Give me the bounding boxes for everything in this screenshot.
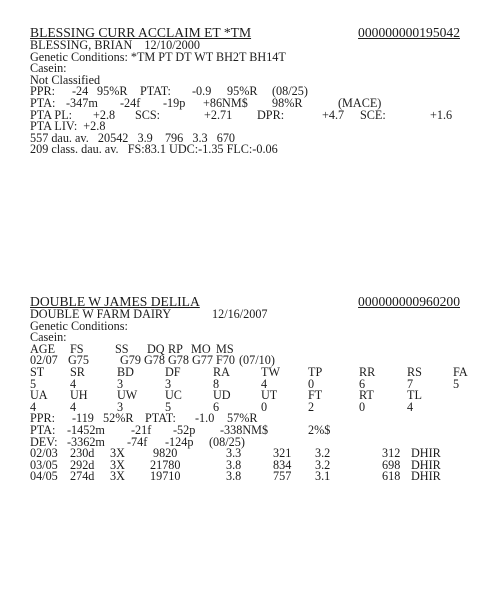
lactation-fat-pct: 3.8 bbox=[226, 457, 242, 472]
score-header-cell: DQ bbox=[147, 341, 165, 356]
trait-header-cell: ST bbox=[30, 364, 45, 379]
lactation-row bbox=[30, 471, 460, 483]
trait-header-cell: RS bbox=[407, 364, 422, 379]
score-cell: G79 bbox=[120, 353, 141, 368]
lactation-protein-pct: 3.2 bbox=[315, 457, 331, 472]
score-cell: F70 bbox=[216, 353, 235, 368]
score-date: (07/10) bbox=[239, 353, 275, 368]
trait-header-row-2 bbox=[30, 390, 460, 402]
lactation-fat-pct: 3.8 bbox=[226, 469, 242, 484]
trait-values-row-1 bbox=[30, 376, 460, 391]
trait-header-cell: UD bbox=[213, 388, 231, 403]
trait-header-cell: UH bbox=[70, 388, 88, 403]
classified-daughters-line bbox=[30, 144, 460, 156]
genetic-conditions-text: Genetic Conditions: *TM PT DT WT BH2T BH14T bbox=[30, 49, 286, 64]
pta-pl-label: PTA PL: bbox=[30, 107, 73, 122]
score-row bbox=[30, 355, 460, 367]
trait-value-cell: 5 bbox=[453, 376, 460, 391]
pta-net-merit: -338NM$ bbox=[220, 422, 269, 437]
trait-value-cell: 2 bbox=[308, 399, 315, 414]
pta-reliability: 2%$ bbox=[308, 422, 331, 437]
pedigree-record-1 bbox=[30, 26, 460, 156]
dev-protein: -124p bbox=[165, 434, 194, 449]
score-header-cell: FS bbox=[70, 341, 84, 356]
trait-header-cell: UT bbox=[261, 388, 278, 403]
score-cell: 02/07 bbox=[30, 353, 58, 368]
ptat-label: PTAT: bbox=[140, 84, 171, 99]
lactation-milk: 21780 bbox=[150, 457, 181, 472]
sce-label: SCE: bbox=[360, 107, 386, 122]
pta-source: (MACE) bbox=[338, 95, 382, 110]
owner-text: BLESSING, BRIAN 12/10/2000 bbox=[30, 38, 200, 52]
lactation-days: 274d bbox=[70, 469, 95, 484]
lactation-fat-pct: 3.3 bbox=[226, 446, 242, 461]
trait-header-cell: FA bbox=[453, 364, 468, 379]
score-header-cell: RP bbox=[168, 341, 183, 356]
genetic-conditions-text: Genetic Conditions: bbox=[30, 318, 128, 333]
dev-milk: -3362m bbox=[67, 434, 105, 449]
animal-name: BLESSING CURR ACCLAIM ET *TM bbox=[30, 25, 252, 40]
daughters-average-text: 557 dau. av. 20542 3.9 796 3.3 670 bbox=[30, 130, 236, 145]
score-cell: G78 bbox=[144, 353, 165, 368]
ptat-value: -1.0 bbox=[195, 411, 215, 426]
trait-header-cell: TL bbox=[407, 388, 422, 403]
scs-value: +2.71 bbox=[204, 107, 233, 122]
trait-value-cell: 4 bbox=[407, 399, 414, 414]
dev-label: DEV: bbox=[30, 434, 58, 449]
trait-value-cell: 7 bbox=[407, 376, 414, 391]
genetic-conditions-line bbox=[30, 318, 460, 333]
pta-milk: -347m bbox=[66, 95, 98, 110]
casein-label: Casein: bbox=[30, 330, 67, 345]
trait-value-cell: 4 bbox=[261, 376, 268, 391]
trait-value-cell: 4 bbox=[70, 399, 77, 414]
animal-name: DOUBLE W JAMES DELILA bbox=[30, 294, 200, 309]
ptat-reliability: 95%R bbox=[227, 84, 258, 99]
sce-value: +1.6 bbox=[430, 107, 453, 122]
pta-protein: -19p bbox=[163, 95, 186, 110]
registration-number: 000000000195042 bbox=[358, 25, 460, 40]
evaluation-date: (08/25) bbox=[272, 84, 308, 99]
ppr-reliability: 95%R bbox=[97, 84, 128, 99]
trait-value-cell: 6 bbox=[213, 399, 220, 414]
trait-header-cell: RA bbox=[213, 364, 230, 379]
pta-fat: -21f bbox=[131, 422, 152, 437]
genetic-conditions-line bbox=[30, 49, 460, 64]
lactation-days: 292d bbox=[70, 457, 95, 472]
trait-value-cell: 0 bbox=[261, 399, 268, 414]
score-cell: G78 bbox=[168, 353, 189, 368]
pedigree-record-2 bbox=[30, 294, 468, 484]
trait-value-cell: 3 bbox=[117, 399, 124, 414]
classification-text: Not Classified bbox=[30, 72, 101, 87]
lactation-milkings: 3X bbox=[110, 457, 125, 472]
trait-header-cell: FT bbox=[308, 388, 323, 403]
pta-net-merit: +86NM$ bbox=[203, 95, 248, 110]
ppr-label: PPR: bbox=[30, 84, 56, 99]
dpr-label: DPR: bbox=[257, 107, 285, 122]
trait-header-cell: RT bbox=[359, 388, 374, 403]
trait-header-cell: BD bbox=[117, 364, 134, 379]
trait-header-cell: TW bbox=[261, 364, 280, 379]
owner-date: 12/16/2007 bbox=[212, 307, 268, 321]
trait-value-cell: 4 bbox=[70, 376, 77, 391]
lactation-fat: 757 bbox=[273, 469, 292, 484]
lactation-protein: 618 bbox=[382, 469, 401, 484]
pta-protein: -52p bbox=[173, 422, 196, 437]
trait-header-row-1 bbox=[30, 364, 468, 379]
score-cell: G77 bbox=[192, 353, 213, 368]
lactation-days: 230d bbox=[70, 446, 95, 461]
trait-value-cell: 5 bbox=[165, 399, 172, 414]
pta-label: PTA: bbox=[30, 422, 56, 437]
casein-label: Casein: bbox=[30, 61, 67, 76]
pta-pl-value: +2.8 bbox=[93, 107, 116, 122]
trait-value-cell: 0 bbox=[359, 399, 366, 414]
lactation-date: 03/05 bbox=[30, 457, 58, 472]
score-header-cell: SS bbox=[115, 341, 129, 356]
ppr-label: PPR: bbox=[30, 411, 56, 426]
dpr-value: +4.7 bbox=[322, 107, 345, 122]
trait-value-cell: 6 bbox=[359, 376, 366, 391]
pta-milk: -1452m bbox=[67, 422, 105, 437]
dev-fat: -74f bbox=[127, 434, 148, 449]
lactation-date: 04/05 bbox=[30, 469, 58, 484]
casein-line bbox=[30, 332, 460, 344]
score-header-cell: MS bbox=[216, 341, 234, 356]
ppr-reliability: 52%R bbox=[103, 411, 134, 426]
lactation-protein-pct: 3.2 bbox=[315, 446, 331, 461]
lactation-milk: 9820 bbox=[153, 446, 178, 461]
trait-header-cell: SR bbox=[70, 364, 85, 379]
registration-number: 000000000960200 bbox=[358, 294, 460, 309]
lactation-source: DHIR bbox=[411, 469, 441, 484]
pta-liv-text: PTA LIV: +2.8 bbox=[30, 119, 106, 134]
lactation-fat: 321 bbox=[273, 446, 292, 461]
trait-value-cell: 8 bbox=[213, 376, 220, 391]
owner-name: DOUBLE W FARM DAIRY bbox=[30, 307, 172, 321]
ppr-value: -119 bbox=[72, 411, 94, 426]
score-header-cell: MO bbox=[191, 341, 211, 356]
ptat-label: PTAT: bbox=[145, 411, 176, 426]
score-header-cell: AGE bbox=[30, 341, 56, 356]
trait-header-cell: UA bbox=[30, 388, 48, 403]
trait-header-cell: RR bbox=[359, 364, 376, 379]
score-cell: G75 bbox=[68, 353, 89, 368]
ppr-value: -24 bbox=[72, 84, 89, 99]
pta-fat: -24f bbox=[120, 95, 141, 110]
lactation-source: DHIR bbox=[411, 457, 441, 472]
ptat-reliability: 57%R bbox=[227, 411, 258, 426]
trait-header-cell: UW bbox=[117, 388, 138, 403]
lactation-fat: 834 bbox=[273, 457, 292, 472]
lactation-milk: 19710 bbox=[150, 469, 181, 484]
trait-value-cell: 3 bbox=[165, 376, 172, 391]
trait-value-cell: 4 bbox=[30, 399, 37, 414]
ptat-value: -0.9 bbox=[192, 84, 212, 99]
lactation-milkings: 3X bbox=[110, 446, 125, 461]
trait-value-cell: 0 bbox=[308, 376, 315, 391]
pta-reliability: 98%R bbox=[272, 95, 303, 110]
dev-date: (08/25) bbox=[209, 434, 245, 449]
trait-header-cell: TP bbox=[308, 364, 323, 379]
classified-daughters-text: 209 class. dau. av. FS:83.1 UDC:-1.35 FLC:-0.06 bbox=[30, 142, 278, 157]
lactation-source: DHIR bbox=[411, 446, 441, 461]
lactation-protein: 698 bbox=[382, 457, 401, 472]
lactation-milkings: 3X bbox=[110, 469, 125, 484]
scs-label: SCS: bbox=[135, 107, 161, 122]
trait-value-cell: 3 bbox=[117, 376, 124, 391]
trait-value-cell: 5 bbox=[30, 376, 37, 391]
lactation-protein-pct: 3.1 bbox=[315, 469, 331, 484]
lactation-protein: 312 bbox=[382, 446, 401, 461]
lactation-date: 02/03 bbox=[30, 446, 58, 461]
pta-label: PTA: bbox=[30, 95, 56, 110]
trait-header-cell: DF bbox=[165, 364, 181, 379]
trait-header-cell: UC bbox=[165, 388, 182, 403]
